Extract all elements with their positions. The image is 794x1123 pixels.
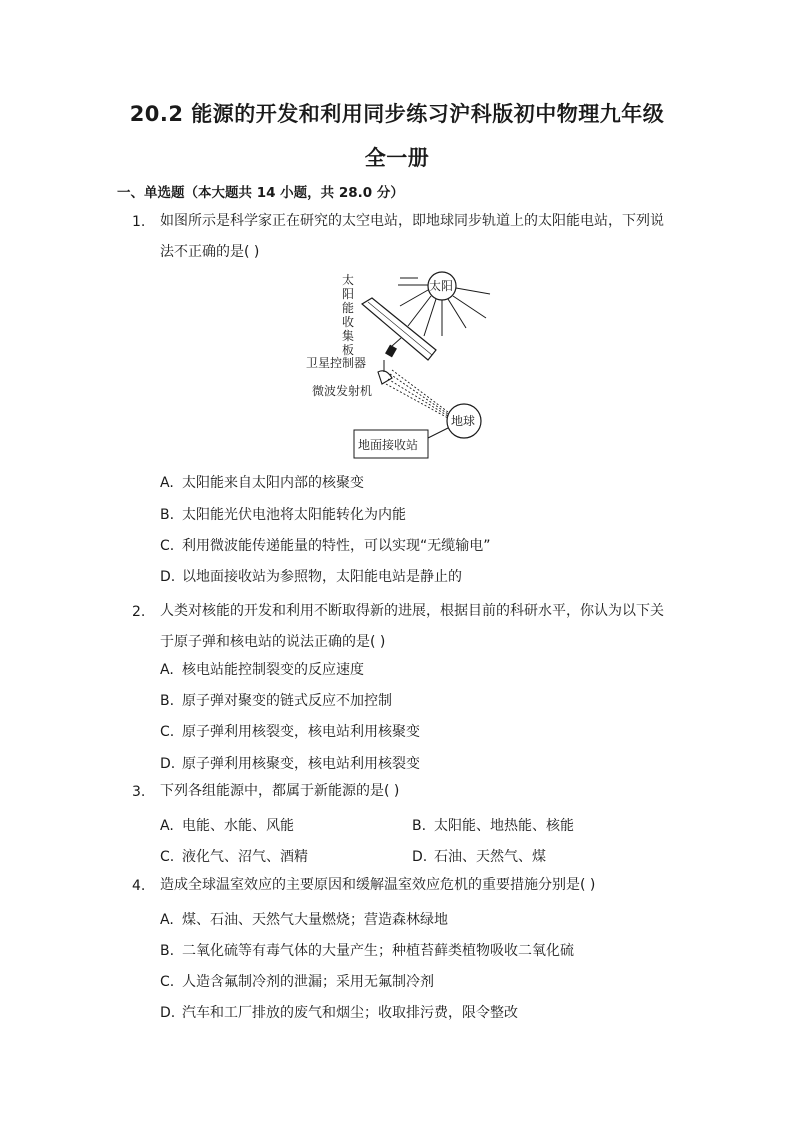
question-1-figure <box>300 268 500 468</box>
page-title-line1: 20.2 能源的开发和利用同步练习沪科版初中物理九年级 <box>129 102 665 126</box>
q2-option-a[interactable] <box>160 659 364 679</box>
q3-option-c[interactable] <box>160 846 308 866</box>
option-text: 太阳能、地热能、核能 <box>434 818 574 834</box>
earth-label: 地球 <box>451 414 476 428</box>
section-heading: 一、单选题（本大题共 14 小题，共 28.0 分） <box>117 185 404 201</box>
question-1-number: 1. <box>132 214 146 230</box>
page-title-line2: 全一册 <box>364 146 430 170</box>
q2-option-d[interactable] <box>160 753 420 773</box>
option-text: 原子弹利用核裂变，核电站利用核聚变 <box>182 724 420 740</box>
option-text: 电能、水能、风能 <box>182 818 294 834</box>
q4-option-a[interactable] <box>160 909 448 929</box>
option-text: 原子弹利用核聚变，核电站利用核裂变 <box>182 756 420 772</box>
q4-option-d[interactable] <box>160 1002 518 1022</box>
ground-station-label: 地面接收站 <box>358 438 419 452</box>
option-label: B. <box>160 693 175 709</box>
option-text: 利用微波能传递能量的特性，可以实现“无缆输电” <box>182 538 491 554</box>
q1-option-b[interactable] <box>160 504 406 524</box>
panel-label-char: 收 <box>342 315 355 329</box>
microwave-transmitter-icon <box>378 371 392 384</box>
option-label: D. <box>160 756 176 772</box>
microwave-beam <box>386 370 448 418</box>
option-label: A. <box>160 912 174 928</box>
option-label: B. <box>412 818 427 834</box>
transmitter-label: 微波发射机 <box>312 384 373 398</box>
option-label: C. <box>160 849 175 865</box>
option-text: 太阳能来自太阳内部的核聚变 <box>182 475 364 491</box>
q3-option-d[interactable] <box>412 846 546 866</box>
option-label: D. <box>412 849 428 865</box>
q3-option-a[interactable] <box>160 815 294 835</box>
q4-option-b[interactable] <box>160 940 574 960</box>
option-label: A. <box>160 662 174 678</box>
question-2-text: 人类对核能的开发和利用不断取得新的进展，根据目前的科研水平，你认为以下关于原子弹和核电站的说法正确的是( ) <box>160 603 664 650</box>
satellite-controller-icon <box>385 345 397 358</box>
question-1-text: 如图所示是科学家正在研究的太空电站，即地球同步轨道上的太阳能电站，下列说法不正确的是( ) <box>160 213 664 260</box>
question-3-number: 3. <box>132 784 146 800</box>
option-text: 以地面接收站为参照物，太阳能电站是静止的 <box>182 569 462 585</box>
q1-option-d[interactable] <box>160 566 462 586</box>
option-text: 煤、石油、天然气大量燃烧；营造森林绿地 <box>182 912 448 928</box>
question-3-text: 下列各组能源中，都属于新能源的是( ) <box>160 783 400 799</box>
option-text: 汽车和工厂排放的废气和烟尘；收取排污费，限令整改 <box>182 1005 518 1021</box>
option-text: 原子弹对聚变的链式反应不加控制 <box>182 693 392 709</box>
option-label: B. <box>160 507 175 523</box>
option-label: A. <box>160 475 174 491</box>
space-station-diagram <box>300 268 500 468</box>
question-2-number: 2. <box>132 604 146 620</box>
panel-label-char: 太 <box>342 273 355 287</box>
q2-option-c[interactable] <box>160 721 420 741</box>
option-label: C. <box>160 974 175 990</box>
controller-link <box>392 338 401 346</box>
panel-label-char: 阳 <box>342 287 355 301</box>
option-text: 核电站能控制裂变的反应速度 <box>182 662 364 678</box>
panel-label-char: 能 <box>342 301 355 315</box>
q4-option-c[interactable] <box>160 971 434 991</box>
panel-label-char: 板 <box>342 343 355 357</box>
q3-option-b[interactable] <box>412 815 574 835</box>
ground-station-link <box>428 428 448 438</box>
option-text: 液化气、沼气、酒精 <box>182 849 308 865</box>
option-text: 人造含氟制冷剂的泄漏；采用无氟制冷剂 <box>182 974 434 990</box>
option-label: C. <box>160 538 175 554</box>
sun-label: 太阳 <box>429 279 454 293</box>
option-text: 石油、天然气、煤 <box>434 849 546 865</box>
option-label: C. <box>160 724 175 740</box>
solar-panel-inner-line <box>368 302 432 355</box>
option-label: D. <box>160 569 176 585</box>
option-text: 太阳能光伏电池将太阳能转化为内能 <box>182 507 406 523</box>
controller-label: 卫星控制器 <box>306 356 367 370</box>
option-label: D. <box>160 1005 176 1021</box>
solar-panel-shape <box>362 298 436 360</box>
question-4-text: 造成全球温室效应的主要原因和缓解温室效应危机的重要措施分别是( ) <box>160 877 596 893</box>
q1-option-c[interactable] <box>160 535 491 555</box>
question-4-number: 4. <box>132 878 146 894</box>
q1-option-a[interactable] <box>160 472 364 492</box>
panel-label-char: 集 <box>342 329 355 343</box>
q2-option-b[interactable] <box>160 690 392 710</box>
option-label: A. <box>160 818 174 834</box>
option-text: 二氧化硫等有毒气体的大量产生；种植苔藓类植物吸收二氧化硫 <box>182 943 574 959</box>
option-label: B. <box>160 943 175 959</box>
